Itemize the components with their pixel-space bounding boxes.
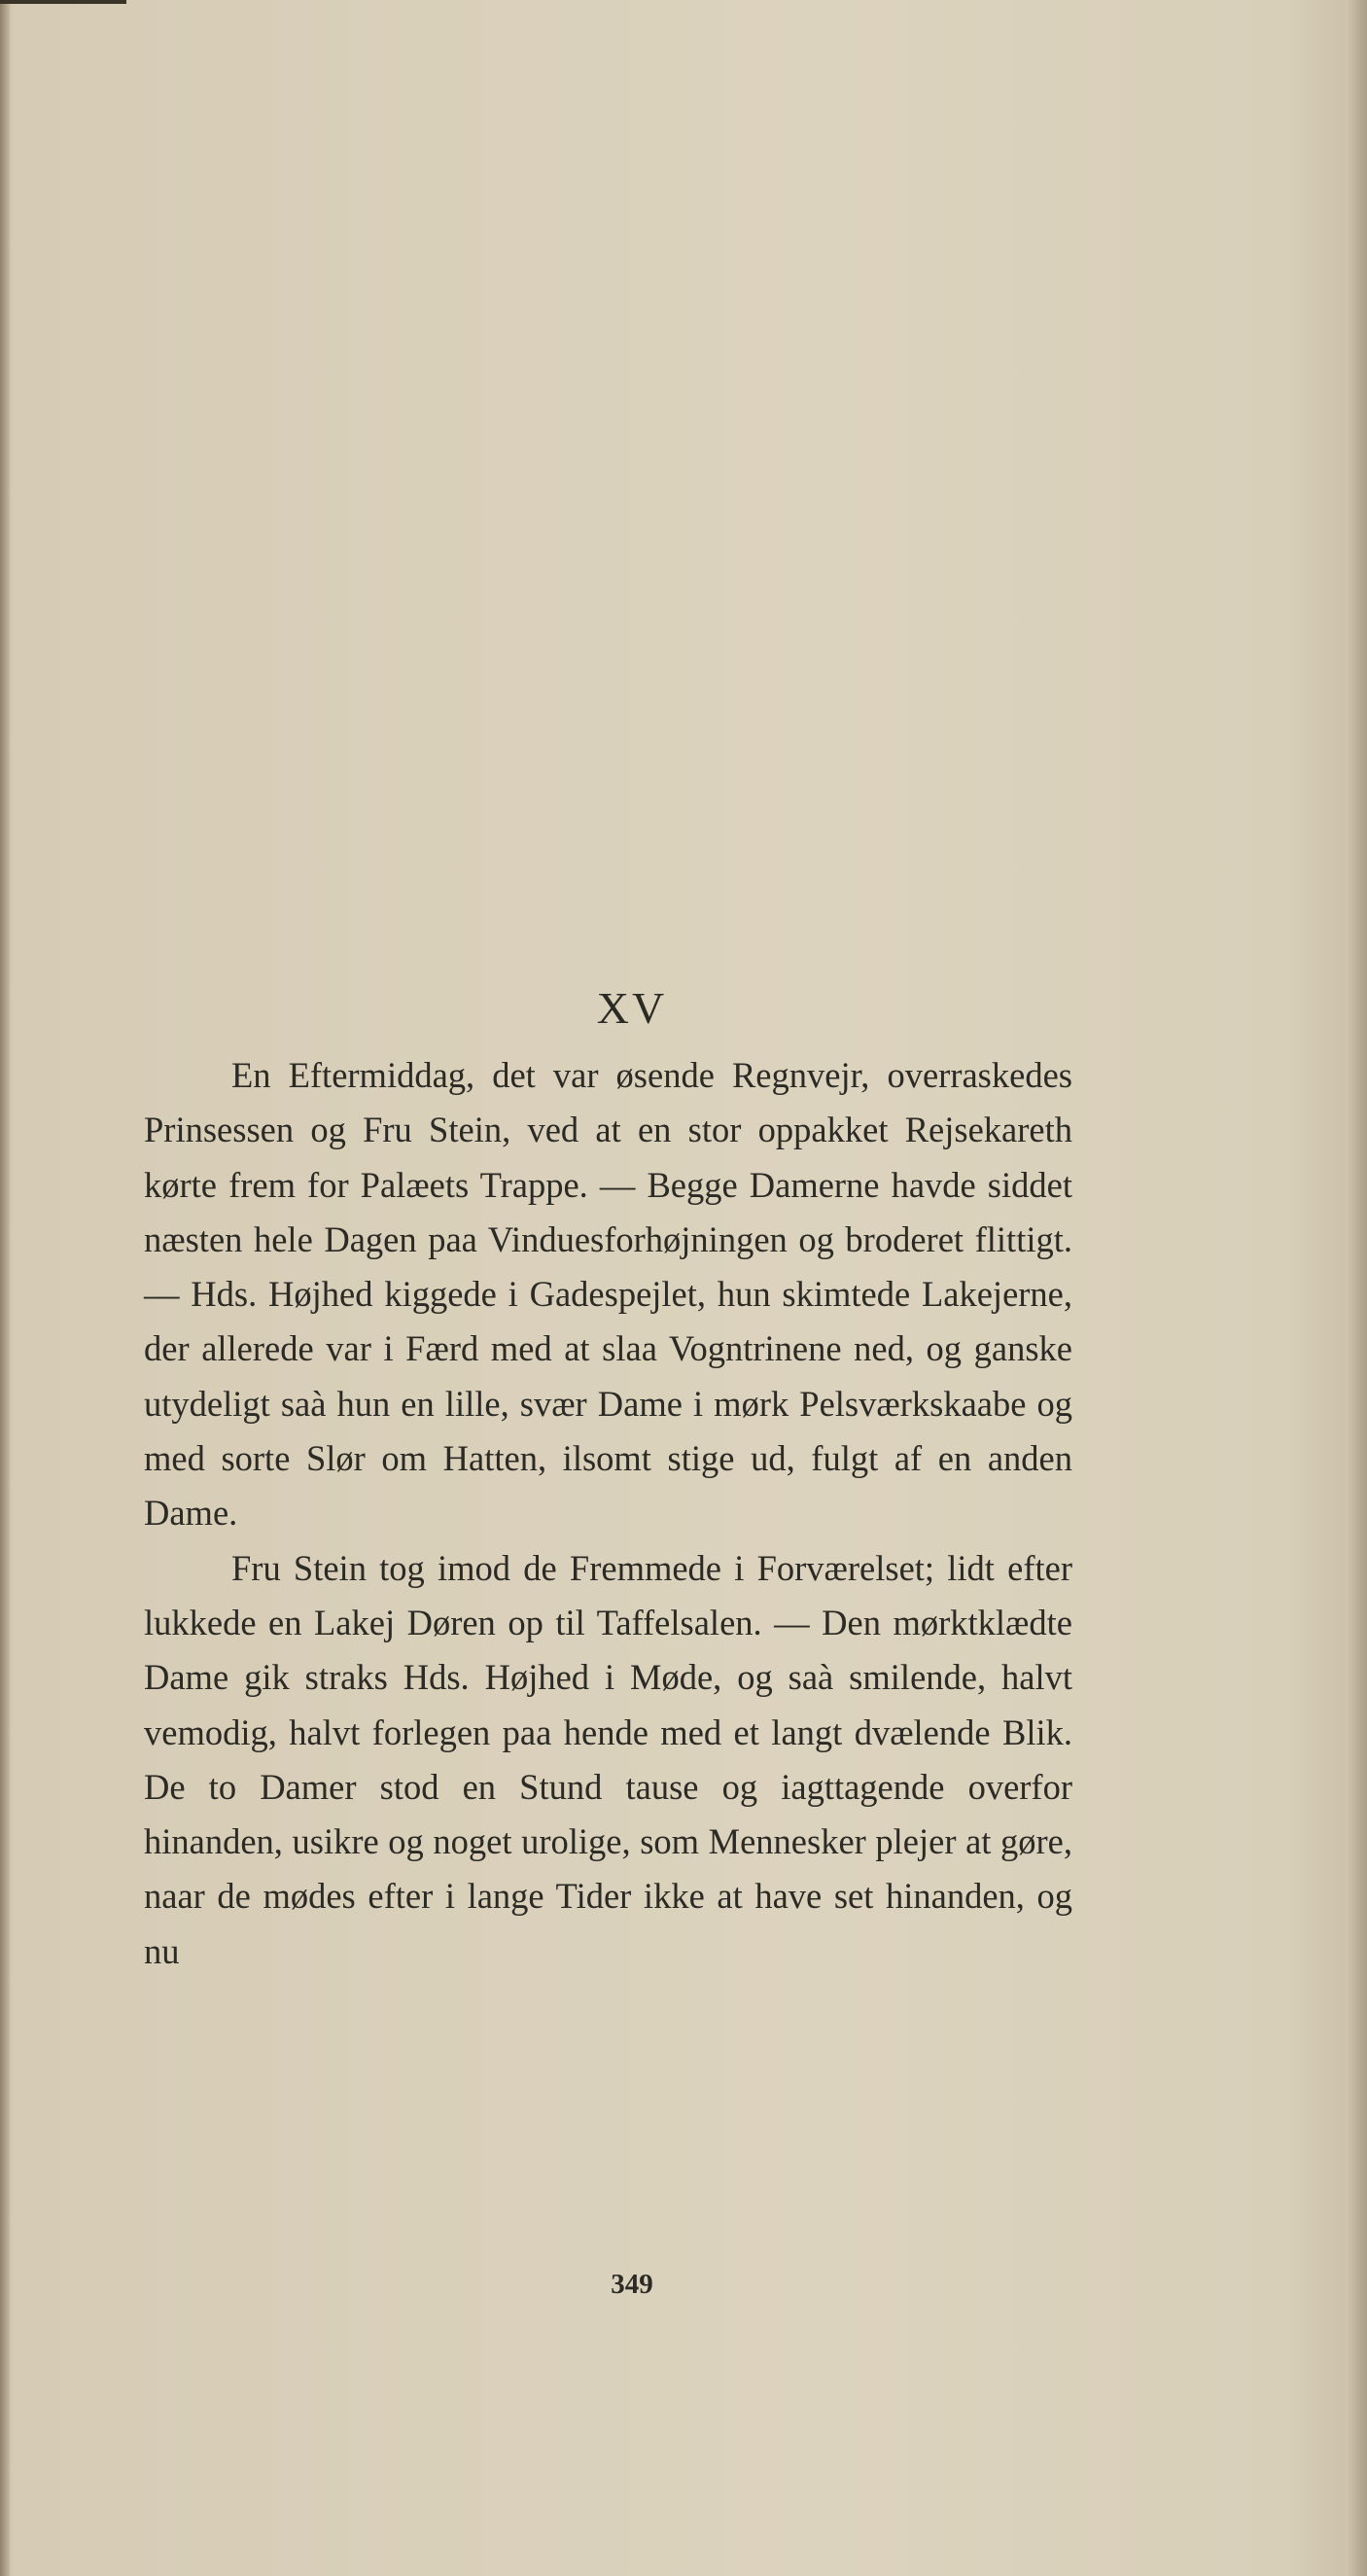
paragraph-2: Fru Stein tog imod de Fremmede i Forværelset; lidt efter lukkede en Lakej Døren op til Taffelsalen. — Den mørktklædte Dame gik straks Hds. Højhed i Møde, og saà smilende, halvt vemodig, halvt forlegen paa hende med et langt dvælende Blik. De to Damer stod en Stund tause og iagttagende overfor hinanden, usikre og noget urolige, som Mennesker plejer at gøre, naar de mødes efter i lange Tider ikke at have set hinanden, og nu [144, 1547, 1072, 1971]
page-left-edge [0, 0, 10, 2576]
chapter-body [144, 1048, 1072, 1979]
paragraph-1: En Eftermiddag, det var øsende Regnvejr, overraskedes Prinsessen og Fru Stein, ved at en stor oppakket Rejsekareth kørte frem for Palæets Trappe. — Begge Damerne havde siddet næsten hele Dagen paa Vinduesforhøjningen og broderet flittigt. — Hds. Højhed kiggede i Gadespejlet, hun skimtede Lakejerne, der allerede var i Færd med at slaa Vogntrinene ned, og ganske utydeligt saà hun en lille, svær Dame i mørk Pelsværkskaabe og med sorte Slør om Hatten, ilsomt stige ud, fulgt af en anden Dame. [144, 1055, 1072, 1534]
chapter-number: XV [596, 983, 668, 1033]
top-edge-mark [0, 0, 126, 4]
page-right-edge [1346, 0, 1367, 2576]
page-number: 349 [611, 2269, 653, 2300]
